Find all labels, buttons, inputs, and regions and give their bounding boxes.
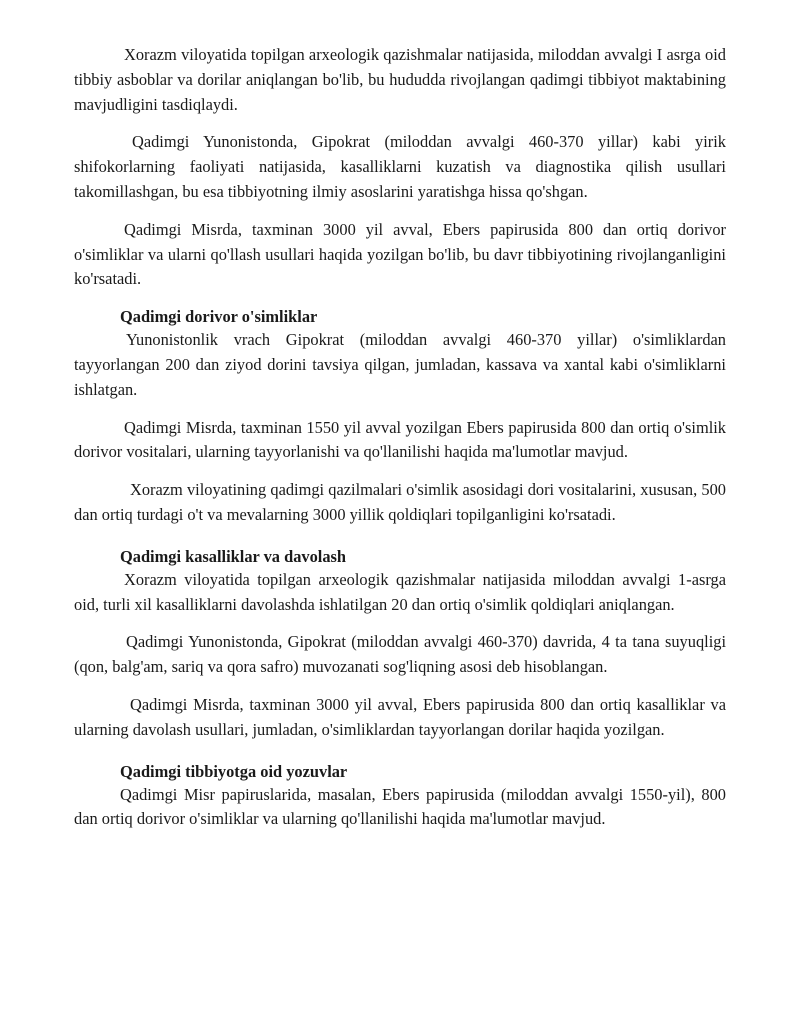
paragraph-7: Xorazm viloyatida topilgan arxeologik qazishmalar natijasida miloddan avvalgi 1-asrga oid, turli xil kasalliklarni davolashda ishlatilgan 20 dan ortiq o'simlik qoldiqlari aniqlangan. <box>74 569 726 614</box>
section-heading-plants: Qadimgi dorivor o'simliklar <box>120 307 318 327</box>
paragraph-2: Qadimgi Yunonistonda, Gipokrat (miloddan avvalgi 460-370 yillar) kabi yirik shifokorlarning faoliyati natijasida, kasalliklarni kuzatish va diagnostika qilish usullari takomillashgan, bu esa tibbiyotning ilmiy asoslarini yaratishga hissa qo'shgan. <box>74 132 726 201</box>
paragraph-1: Xorazm viloyatida topilgan arxeologik qazishmalar natijasida, miloddan avvalgi I asrga oid tibbiy asboblar va dorilar aniqlangan bo'lib, bu hududda rivojlangan qadimgi tibbiyot maktabining mavjudligini tasdiqlaydi. <box>74 45 726 114</box>
paragraph-5: Qadimgi Misrda, taxminan 1550 yil avval yozilgan Ebers papirusida 800 dan ortiq o'simlik dorivor vositalari, ularning tayyorlanishi va qo'llanilishi haqida ma'lumotlar mavjud. <box>74 417 726 462</box>
paragraph-4: Yunonistonlik vrach Gipokrat (miloddan avvalgi 460-370 yillar) o'simliklardan tayyorlangan 200 dan ziyod dorini tavsiya qilgan, jumladan, kassava va xantal kabi o'simliklarni ishlatgan. <box>74 330 726 399</box>
paragraph-8: Qadimgi Yunonistonda, Gipokrat (miloddan avvalgi 460-370) davrida, 4 ta tana suyuqligi (qon, balg'am, sariq va qora safro) muvozanati sog'liqning asosi deb hisoblangan. <box>74 632 726 677</box>
paragraph-3: Qadimgi Misrda, taxminan 3000 yil avval, Ebers papirusida 800 dan ortiq dorivor o'simliklar va ularni qo'llash usullari haqida yozilgan bo'lib, bu davr tibbiyotining rivojlanganligini ko'rsatadi. <box>74 219 726 289</box>
paragraph-6: Xorazm viloyatining qadimgi qazilmalari o'simlik asosidagi dori vositalarini, xususan, 500 dan ortiq turdagi o't va mevalarning 3000 yillik qoldiqlari topilganligini ko'rsatadi. <box>74 480 726 524</box>
document-page <box>74 43 726 832</box>
paragraph-10: Qadimgi Misr papiruslarida, masalan, Ebers papirusida (miloddan avvalgi 1550-yil), 800 dan ortiq dorivor o'simliklar va ularning qo'llanilishi haqida ma'lumotlar mavjud. <box>74 784 726 829</box>
section-heading-diseases: Qadimgi kasalliklar va davolash <box>120 546 347 566</box>
paragraph-9: Qadimgi Misrda, taxminan 3000 yil avval, Ebers papirusida 800 dan ortiq kasalliklar va ularning davolash usullari, jumladan, o'simliklardan tayyorlangan dorilar haqida yozilgan. <box>74 694 726 739</box>
section-heading-writings: Qadimgi tibbiyotga oid yozuvlar <box>120 761 348 781</box>
